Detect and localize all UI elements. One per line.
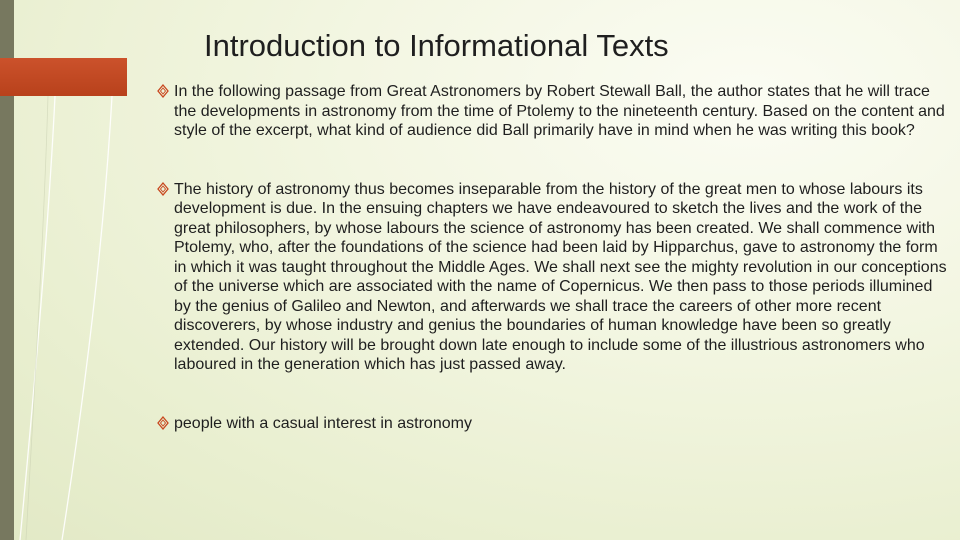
bullet-text: In the following passage from Great Astronomers by Robert Stewall Ball, the author states that he will trace the developments in astronomy from the time of Ptolemy to the nineteenth century. Based on the content and style of the excerpt, what kind of audience did Ball primarily have in mind when he was writing this book? (174, 83, 945, 139)
slide-title: Introduction to Informational Texts (204, 28, 669, 63)
bullet-item (157, 82, 947, 141)
bullet-list (157, 82, 947, 433)
diamond-bullet-icon (157, 84, 169, 98)
bullet-item (157, 180, 947, 375)
diamond-bullet-icon (157, 182, 169, 196)
title-accent-tab-shade (0, 58, 127, 96)
bullet-text: The history of astronomy thus becomes inseparable from the history of the great men to whose labours its development is due. In the ensuing chapters we have endeavoured to sketch the lives and the work of the great philosophers, by whose labours the science of astronomy has been created. We shall commence with Ptolemy, who, after the foundations of the science had been laid by Hipparchus, gave to astronomy the form in which it was taught throughout the Middle Ages. We shall next see the mighty revolution in our conceptions of the universe which are associated with the name of Copernicus. We then pass to those periods illumined by the genius of Galileo and Newton, and afterwards we shall trace the careers of other more recent discoverers, by whose industry and genius the boundaries of human knowledge have been so greatly extended. Our history will be brought down late enough to include some of the illustrious astronomers who laboured in the generation which has just passed away. (174, 180, 947, 373)
bullet-item (157, 414, 947, 434)
diamond-bullet-icon (157, 416, 169, 430)
bullet-text: people with a casual interest in astronomy (174, 414, 472, 432)
